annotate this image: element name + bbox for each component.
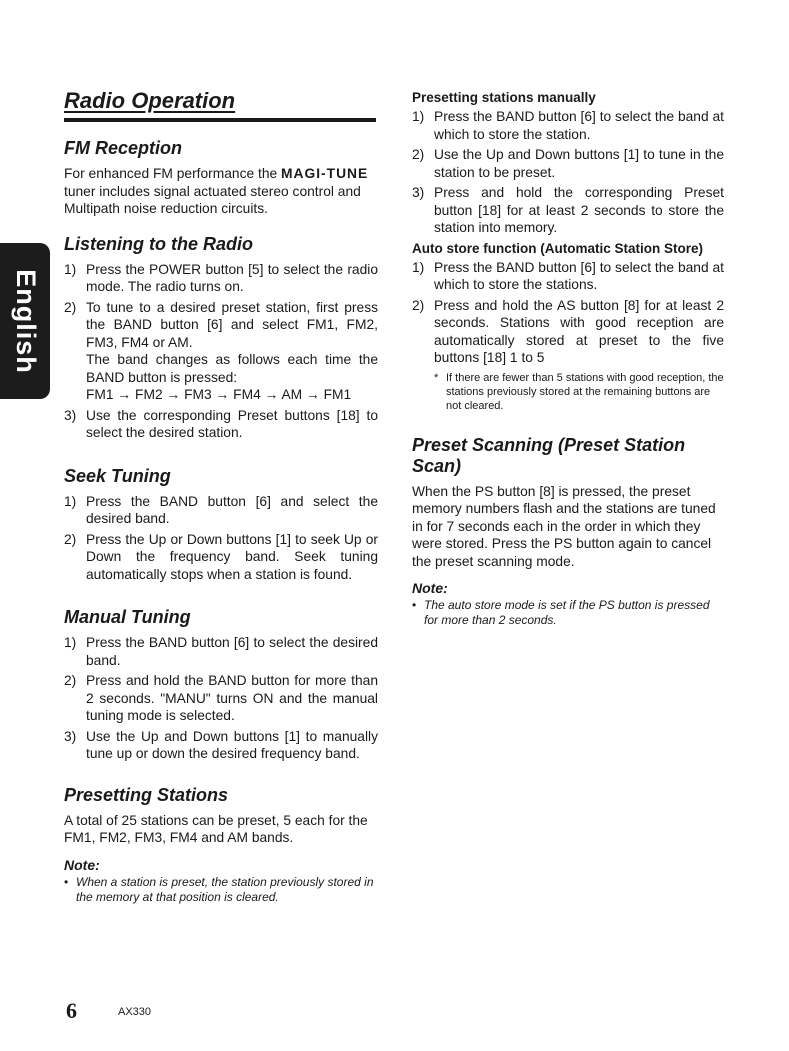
title-rule: [64, 118, 376, 122]
auto-store-heading: Auto store function (Automatic Station Store): [412, 240, 703, 256]
list-item: 3) Use the corresponding Preset buttons [18] to select the desired station.: [64, 407, 378, 440]
note-text: • When a station is preset, the station previously stored in the memory at that position is cleared.: [64, 875, 378, 905]
note-label: Note:: [64, 856, 100, 873]
note-label: Note:: [412, 580, 448, 596]
listening-heading: Listening to the Radio: [64, 233, 253, 254]
list-item: 2) Press and hold the BAND button for more than 2 seconds. "MANU" turns ON and the manual tuning mode is selected.: [64, 673, 378, 723]
list-item: 1) Press the BAND button [6] to select the band at which to store the stations.: [412, 259, 724, 292]
auto-store-footnote: * If there are fewer than 5 stations with good reception, the stations previously stored at the remaining buttons are not cleared.: [434, 371, 724, 412]
list-item: 3) Press and hold the corresponding Preset button [18] for at least 2 seconds to store the station into memory.: [412, 185, 724, 235]
presetting-text: A total of 25 stations can be preset, 5 each for the FM1, FM2, FM3, FM4 and AM bands.: [64, 812, 368, 845]
list-item: 2) Press and hold the AS button [8] for at least 2 seconds. Stations with good reception are automatically stored at preset to the five buttons [18] 1 to 5: [412, 297, 724, 365]
language-tab: [0, 243, 50, 399]
seek-heading: Seek Tuning: [64, 465, 171, 486]
list-item: 3) Use the Up and Down buttons [1] to manually tune up or down the desired frequency band.: [64, 728, 378, 761]
list-item: 1) Press the POWER button [5] to select the radio mode. The radio turns on.: [64, 261, 378, 294]
manual-preset-steps: [412, 108, 724, 237]
list-item: 2) Press the Up or Down buttons [1] to seek Up or Down the frequency band. Seek tuning automatically stops when a station is found.: [64, 531, 378, 582]
brand-name: MAGI-TUNE: [281, 166, 369, 181]
page-title: Radio Operation: [64, 88, 236, 113]
scan-text: When the PS button [8] is pressed, the preset memory numbers flash and the stations are tuned in for 7 seconds each in the order in which they were stored. Press the PS button again to cancel the preset scanning mode.: [412, 483, 716, 569]
list-item: 2) Use the Up and Down buttons [1] to tune in the station to be preset.: [412, 147, 724, 180]
scan-heading: Preset Scanning (Preset Station Scan): [412, 434, 686, 476]
list-item: 2) To tune to a desired preset station, first press the BAND button [6] and select FM1, FM2, FM3, FM4 or AM. The band changes as follows each time the BAND button is pressed: FM1 → FM2 → FM3 → FM4 → AM → FM1: [64, 299, 378, 402]
list-item: 1) Press the BAND button [6] to select the desired band.: [64, 635, 378, 668]
manual-steps: [64, 634, 378, 763]
right-column: [412, 90, 724, 628]
list-item: 1) Press the BAND button [6] to select the band at which to store the station.: [412, 109, 724, 142]
listening-steps: [64, 261, 378, 442]
fm-reception-text: For enhanced FM performance the MAGI-TUNE tuner includes signal actuated stereo control and Multipath noise reduction circuits.: [64, 166, 369, 216]
seek-steps: [64, 493, 378, 584]
page-number: 6: [66, 998, 77, 1023]
auto-store-steps: [412, 259, 724, 367]
manual-heading: Manual Tuning: [64, 607, 191, 627]
list-item: 1) Press the BAND button [6] and select the desired band.: [64, 493, 378, 526]
language-tab-label: English: [10, 268, 41, 374]
left-column: [64, 88, 378, 905]
note-text: • The auto store mode is set if the PS button is pressed for more than 2 seconds.: [412, 598, 724, 628]
presetting-heading: Presetting Stations: [64, 784, 229, 805]
model-number: AX330: [118, 1006, 152, 1018]
manual-preset-heading: Presetting stations manually: [412, 90, 596, 105]
fm-reception-heading: FM Reception: [64, 138, 183, 158]
